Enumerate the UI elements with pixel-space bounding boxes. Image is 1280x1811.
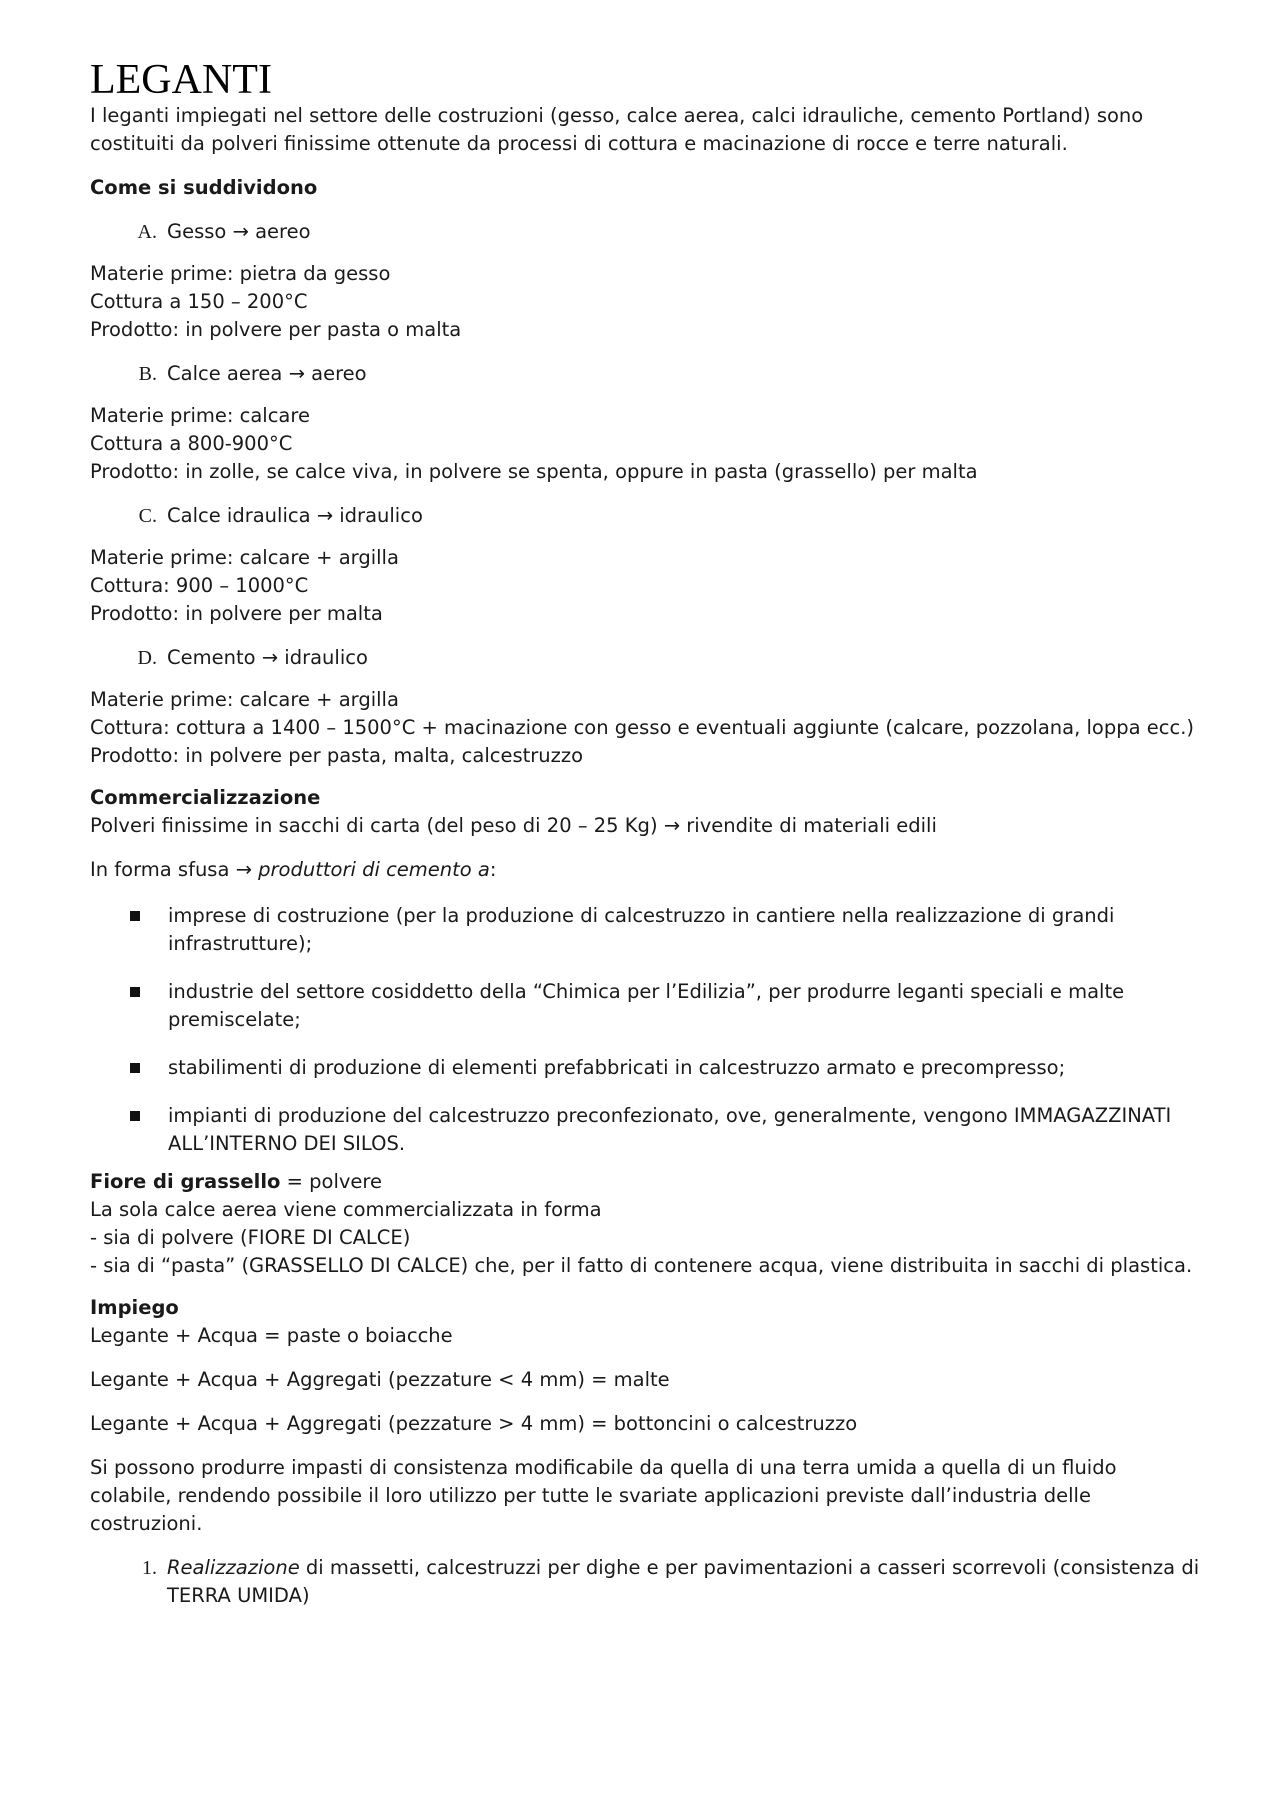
detail-line: Cottura: 900 – 1000°C [90,574,309,597]
square-bullet-icon [90,1054,140,1082]
list-item-text: impianti di produzione del calcestruzzo preconfezionato, ove, generalmente, vengono IMMAGAZZINATI ALL’INTERNO DEI SILOS. [168,1104,1172,1155]
commercial-section [90,784,1200,1158]
square-bullet-icon [90,1102,140,1158]
detail-line: Materie prime: calcare [90,404,310,427]
list-item-text: stabilimenti di produzione di elementi prefabbricati in calcestruzzo armato e precompresso; [168,1056,1066,1079]
detail-line: Prodotto: in polvere per pasta o malta [90,318,462,341]
binder-details [90,544,1200,628]
list-item-text: imprese di costruzione (per la produzione di calcestruzzo in cantiere nella realizzazione di grandi infrastrutture); [168,904,1115,955]
page-title: LEGANTI [90,57,272,103]
impiego-line: Legante + Acqua = paste o boiacche [90,1324,453,1347]
binder-item-gesso [90,218,1200,246]
numbered-item [90,1554,1200,1610]
intro-paragraph: I leganti impiegati nel settore delle costruzioni (gesso, calce aerea, calci idrauliche, cemento Portland) sono costituiti da polveri finissime ottenute da processi di cottura e macinazione di rocce e terre naturali. [90,104,1144,155]
impiego-section [90,1294,1200,1610]
impiego-line: Legante + Acqua + Aggregati (pezzature < 4 mm) = malte [90,1368,670,1391]
commercial-bags-line: Polveri finissime in sacchi di carta (del peso di 20 – 25 Kg) → rivendite di materiali edili [90,814,937,837]
fiore-heading-line [90,1168,1200,1196]
impiego-line: Legante + Acqua + Aggregati (pezzature > 4 mm) = bottoncini o calcestruzzo [90,1412,858,1435]
binder-details [90,686,1200,770]
detail-line: Prodotto: in zolle, se calce viva, in polvere se spenta, oppure in pasta (grassello) per malta [90,460,978,483]
impiego-heading: Impiego [90,1296,179,1319]
bulk-italic: produttori di cemento a [258,858,490,881]
fiore-bold: Fiore di grassello [90,1170,281,1193]
list-marker: D. [137,647,157,669]
document-page [90,58,1200,1610]
list-item [90,902,1200,958]
detail-line: Materie prime: calcare + argilla [90,688,399,711]
binder-item-cemento [90,644,1200,672]
square-bullet-icon [90,902,140,958]
fiore-line: - sia di “pasta” (GRASSELLO DI CALCE) che, per il fatto di contenere acqua, viene distribuita in sacchi di plastica. [90,1254,1193,1277]
list-item-text: industrie del settore cosiddetto della “Chimica per l’Edilizia”, per produrre leganti speciali e malte premiscelate; [168,980,1125,1031]
detail-line: Prodotto: in polvere per malta [90,602,383,625]
binder-label: Gesso → aereo [167,220,311,243]
fiore-section [90,1168,1200,1280]
list-item [90,1054,1200,1082]
list-item [90,978,1200,1034]
list-marker: A. [137,221,157,243]
fiore-line: - sia di polvere (FIORE DI CALCE) [90,1226,411,1249]
detail-line: Materie prime: pietra da gesso [90,262,391,285]
fiore-line: La sola calce aerea viene commercializzata in forma [90,1198,602,1221]
detail-line: Cottura a 800-900°C [90,432,293,455]
detail-line: Cottura: cottura a 1400 – 1500°C + macinazione con gesso e eventuali aggiunte (calcare, pozzolana, loppa ecc.) [90,716,1194,739]
detail-line: Materie prime: calcare + argilla [90,546,399,569]
numbered-item-rest: di massetti, calcestruzzi per dighe e per pavimentazioni a casseri scorrevoli (consistenza di TERRA UMIDA) [167,1556,1200,1607]
binder-item-calce-aerea [90,360,1200,388]
numbered-item-italic: Realizzazione [167,1556,300,1579]
binder-details [90,260,1200,344]
detail-line: Cottura a 150 – 200°C [90,290,308,313]
square-bullet-icon [90,978,140,1034]
subdivision-heading: Come si suddividono [90,176,318,199]
list-item [90,1102,1200,1158]
binder-label: Calce idraulica → idraulico [167,504,423,527]
commercial-bulk-line [90,856,1200,884]
detail-line: Prodotto: in polvere per pasta, malta, calcestruzzo [90,744,584,767]
list-marker: 1. [142,1557,157,1579]
fiore-rest: = polvere [280,1170,382,1193]
binder-details [90,402,1200,486]
binder-label: Calce aerea → aereo [167,362,367,385]
binder-label: Cemento → idraulico [167,646,368,669]
impiego-paragraph: Si possono produrre impasti di consistenza modificabile da quella di una terra umida a quella di un fluido colabile, rendendo possibile il loro utilizzo per tutte le svariate applicazioni previste dall’industria delle costruzioni. [90,1456,1117,1535]
list-marker: C. [138,505,157,527]
binder-item-calce-idraulica [90,502,1200,530]
list-marker: B. [138,363,157,385]
bulk-prefix: In forma sfusa → [90,858,259,881]
commercial-heading: Commercializzazione [90,786,321,809]
bulk-suffix: : [489,858,497,881]
bulk-buyers-list [90,902,1200,1158]
numbered-item-text [167,1554,1200,1610]
